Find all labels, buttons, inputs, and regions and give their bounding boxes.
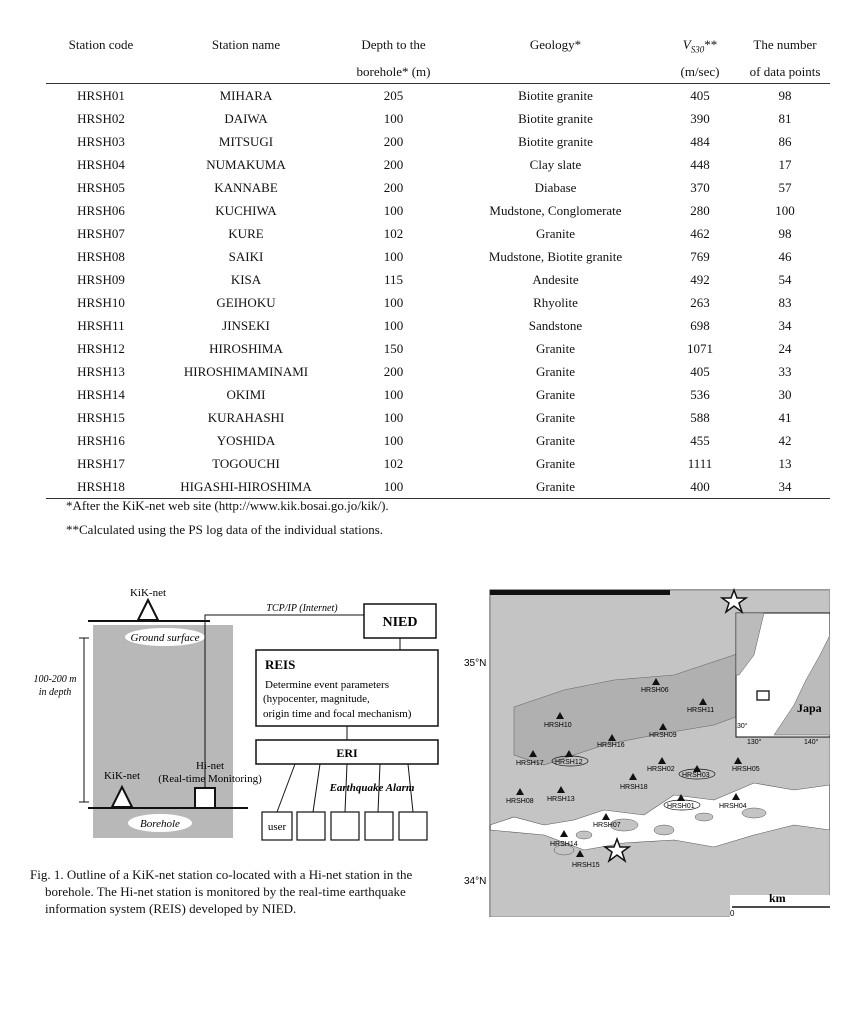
table-row xyxy=(46,337,830,360)
table-row xyxy=(46,429,830,452)
footnote-geology: *After the KiK-net web site (http://www.kik.bosai.go.jo/kik/). xyxy=(66,498,389,513)
cell-station-name: KURAHASHI xyxy=(207,409,285,425)
cell-data-count: 30 xyxy=(778,386,792,402)
figure-caption: Fig. 1. Outline of a KiK-net station co-located with a Hi-net station in the borehole. The Hi-net station is monitored by the real-time earthquake information system (REIS) developed by NIED. xyxy=(30,867,413,916)
cell-data-count: 83 xyxy=(778,294,792,310)
cell-data-count: 98 xyxy=(778,87,792,103)
svg-text:HRSH16: HRSH16 xyxy=(597,742,625,749)
cell-depth: 150 xyxy=(383,340,404,356)
cell-station-name: HIROSHIMA xyxy=(209,340,283,356)
cell-station-code: HRSH10 xyxy=(77,294,125,310)
recipient-box xyxy=(331,812,359,840)
table-header-row-1 xyxy=(46,34,830,61)
cell-vs30: 492 xyxy=(690,271,710,287)
depth-label-2: in depth xyxy=(38,687,72,698)
cell-data-count: 100 xyxy=(775,202,795,218)
footnote-vs30: **Calculated using the PS log data of the individual stations. xyxy=(66,522,384,537)
kiknet-bottom-label: KiK-net xyxy=(103,770,141,782)
table-row xyxy=(46,360,830,383)
cell-vs30: 370 xyxy=(690,179,710,195)
hinet-sensor-icon xyxy=(195,788,215,808)
table-row xyxy=(46,153,830,176)
nied-label: NIED xyxy=(382,615,418,630)
svg-text:HRSH18: HRSH18 xyxy=(620,784,648,791)
cell-depth: 100 xyxy=(383,317,404,333)
svg-text:HRSH14: HRSH14 xyxy=(550,841,578,848)
cell-vs30: 390 xyxy=(690,110,710,126)
svg-text:HRSH11: HRSH11 xyxy=(687,707,715,714)
cell-depth: 200 xyxy=(383,133,404,149)
cell-data-count: 41 xyxy=(778,409,792,425)
cell-vs30: 1071 xyxy=(687,340,713,356)
cell-geology: Granite xyxy=(536,340,575,356)
depth-label-1: 100-200 m xyxy=(33,674,77,685)
table-row xyxy=(46,107,830,130)
cell-depth: 200 xyxy=(383,363,404,379)
recipient-box xyxy=(399,812,427,840)
cell-vs30: 462 xyxy=(690,225,710,241)
cell-data-count: 33 xyxy=(778,363,792,379)
user-label: user xyxy=(267,821,287,833)
cell-station-name: KISA xyxy=(230,271,262,287)
frame-bar xyxy=(490,590,670,595)
cell-depth: 102 xyxy=(383,455,404,471)
cell-vs30: 484 xyxy=(690,133,710,149)
cell-data-count: 17 xyxy=(778,156,792,172)
cell-depth: 100 xyxy=(383,248,404,264)
table-row xyxy=(46,245,830,268)
cell-vs30: 405 xyxy=(690,87,710,103)
table-row xyxy=(46,222,830,245)
svg-text:HRSH10: HRSH10 xyxy=(544,722,572,729)
cell-data-count: 24 xyxy=(778,340,792,356)
cell-depth: 200 xyxy=(383,156,404,172)
tcpip-label: TCP/IP (Internet) xyxy=(266,603,338,614)
cell-geology: Granite xyxy=(536,225,575,241)
header-depth-unit: borehole* (m) xyxy=(356,63,431,79)
cell-geology: Mudstone, Biotite granite xyxy=(488,248,623,264)
cell-depth: 205 xyxy=(383,87,404,103)
cell-data-count: 13 xyxy=(778,455,792,471)
svg-text:HRSH12: HRSH12 xyxy=(555,759,583,766)
table-row xyxy=(46,452,830,475)
cell-geology: Granite xyxy=(536,386,575,402)
cell-station-code: HRSH12 xyxy=(77,340,125,356)
cell-station-code: HRSH16 xyxy=(77,432,125,448)
cell-station-code: HRSH09 xyxy=(77,271,125,287)
cell-station-code: HRSH06 xyxy=(77,202,125,218)
cell-depth: 102 xyxy=(383,225,404,241)
cell-station-name: KURE xyxy=(228,225,264,241)
cell-station-name: TOGOUCHI xyxy=(212,455,280,471)
cell-station-name: YOSHIDA xyxy=(216,432,276,448)
cell-geology: Sandstone xyxy=(528,317,583,333)
header-vs30-unit: (m/sec) xyxy=(680,63,720,79)
reis-title: REIS xyxy=(265,657,296,672)
inset-lat-30: 30° xyxy=(737,723,748,730)
reis-line-1: Determine event parameters xyxy=(265,679,389,691)
cell-vs30: 455 xyxy=(690,432,710,448)
table-row xyxy=(46,314,830,337)
kiknet-surface-icon xyxy=(138,600,158,620)
inset-japan-label: Japa xyxy=(797,701,822,715)
svg-text:HRSH15: HRSH15 xyxy=(572,862,600,869)
kiknet-top-label: KiK-net xyxy=(129,587,167,599)
cell-geology: Granite xyxy=(451,475,660,499)
cell-station-code: HRSH15 xyxy=(77,409,125,425)
header-station-name: Station name xyxy=(211,37,281,52)
cell-vs30: 588 xyxy=(690,409,710,425)
svg-text:HRSH08: HRSH08 xyxy=(506,798,534,805)
cell-geology: Granite xyxy=(536,363,575,379)
recipient-box xyxy=(365,812,393,840)
header-data-count: The number xyxy=(753,37,817,52)
eri-label: ERI xyxy=(336,746,358,760)
scale-label: km xyxy=(769,891,786,905)
cell-data-count: 98 xyxy=(778,225,792,241)
svg-text:HRSH07: HRSH07 xyxy=(593,822,621,829)
header-station-code: Station code xyxy=(68,37,134,52)
table-header-row-2 xyxy=(46,61,830,84)
station-table xyxy=(46,34,830,499)
cell-depth: 100 xyxy=(383,409,404,425)
cell-vs30: 280 xyxy=(690,202,710,218)
cell-station-code: HRSH04 xyxy=(77,156,125,172)
cell-geology: Rhyolite xyxy=(533,294,578,310)
header-vs30: $V_{S30}**$ xyxy=(682,37,718,55)
cell-data-count: 81 xyxy=(778,110,792,126)
svg-text:HRSH04: HRSH04 xyxy=(719,803,747,810)
cell-depth: 100 xyxy=(383,202,404,218)
svg-text:HRSH06: HRSH06 xyxy=(641,687,669,694)
cell-geology: Biotite granite xyxy=(518,133,593,149)
latitude-35: 35°N xyxy=(464,658,487,669)
cell-data-count: 46 xyxy=(778,248,792,264)
cell-data-count: 54 xyxy=(778,271,792,287)
cell-geology: Biotite granite xyxy=(518,110,593,126)
cell-geology: Granite xyxy=(536,409,575,425)
cell-vs30: 405 xyxy=(690,363,710,379)
svg-text:HRSH03: HRSH03 xyxy=(682,772,710,779)
hinet-label-1: Hi-net xyxy=(195,760,225,772)
cell-geology: Granite xyxy=(536,455,575,471)
cell-vs30: 263 xyxy=(690,294,710,310)
cell-station-name: HIROSHIMAMINAMI xyxy=(183,363,309,379)
table-row xyxy=(46,83,830,107)
cell-station-code: HRSH13 xyxy=(77,363,125,379)
table-row xyxy=(46,406,830,429)
table-row xyxy=(46,383,830,406)
cell-vs30: 448 xyxy=(690,156,710,172)
cell-geology: Mudstone, Conglomerate xyxy=(489,202,622,218)
recipient-box xyxy=(297,812,325,840)
table-row xyxy=(46,130,830,153)
cell-geology: Granite xyxy=(536,432,575,448)
tcpip-link xyxy=(205,615,364,621)
inset-lon-130: 130° xyxy=(747,739,762,746)
cell-station-code: HRSH14 xyxy=(77,386,125,402)
cell-data-count: 42 xyxy=(778,432,792,448)
svg-text:HRSH01: HRSH01 xyxy=(667,803,695,810)
station-diagram xyxy=(0,580,460,850)
cell-station-code: HRSH18 xyxy=(46,475,156,499)
cell-geology: Diabase xyxy=(534,179,577,195)
scale-zero: 0 xyxy=(730,909,735,917)
cell-depth: 100 xyxy=(336,475,451,499)
latitude-34: 34°N xyxy=(464,876,487,887)
cell-geology: Biotite granite xyxy=(518,87,593,103)
cell-station-code: HRSH01 xyxy=(77,87,125,103)
cell-station-name: HIGASHI-HIROSHIMA xyxy=(156,475,336,499)
reis-line-3: origin time and focal mechanism) xyxy=(263,708,412,720)
cell-vs30: 400 xyxy=(660,475,740,499)
earthquake-alarm-label: Earthquake Alarm xyxy=(329,782,415,794)
cell-station-name: SAIKI xyxy=(228,248,264,264)
cell-station-name: KANNABE xyxy=(214,179,278,195)
ground-surface-label: Ground surface xyxy=(130,632,200,644)
cell-station-name: NUMAKUMA xyxy=(206,156,286,172)
cell-station-code: HRSH08 xyxy=(77,248,125,264)
cell-data-count: 57 xyxy=(778,179,792,195)
cell-depth: 200 xyxy=(383,179,404,195)
table-row xyxy=(46,475,830,499)
table-row xyxy=(46,291,830,314)
cell-geology: Andesite xyxy=(532,271,579,287)
table-body xyxy=(46,83,830,498)
cell-geology: Clay slate xyxy=(529,156,582,172)
cell-vs30: 769 xyxy=(690,248,710,264)
cell-vs30: 1111 xyxy=(687,455,713,471)
table-row xyxy=(46,176,830,199)
cell-depth: 100 xyxy=(383,110,404,126)
cell-station-code: HRSH03 xyxy=(77,133,125,149)
cell-station-name: OKIMI xyxy=(226,386,266,402)
cell-data-count: 34 xyxy=(778,317,792,333)
table-row xyxy=(46,268,830,291)
cell-depth: 100 xyxy=(383,294,404,310)
svg-text:HRSH02: HRSH02 xyxy=(647,766,675,773)
cell-station-name: GEIHOKU xyxy=(216,294,276,310)
cell-vs30: 536 xyxy=(690,386,710,402)
header-data-count-2: of data points xyxy=(749,63,821,79)
station-map xyxy=(454,585,830,917)
cell-station-name: MIHARA xyxy=(219,87,273,103)
cell-station-code: HRSH05 xyxy=(77,179,125,195)
hinet-label-2: (Real-time Monitoring) xyxy=(158,773,262,785)
cell-station-name: DAIWA xyxy=(224,110,268,126)
cell-depth: 100 xyxy=(383,386,404,402)
reis-line-2: (hypocenter, magnitude, xyxy=(263,693,370,705)
cell-station-name: KUCHIWA xyxy=(215,202,277,218)
header-depth: Depth to the xyxy=(361,37,426,52)
borehole-label: Borehole xyxy=(140,818,180,830)
cell-station-code: HRSH17 xyxy=(77,455,125,471)
cell-station-code: HRSH07 xyxy=(77,225,125,241)
cell-station-code: HRSH02 xyxy=(77,110,125,126)
svg-text:HRSH13: HRSH13 xyxy=(547,796,575,803)
table-row xyxy=(46,199,830,222)
cell-station-name: JINSEKI xyxy=(222,317,270,333)
cell-data-count: 34 xyxy=(740,475,830,499)
svg-text:HRSH17: HRSH17 xyxy=(516,760,544,767)
inset-lon-140: 140° xyxy=(804,739,819,746)
cell-depth: 115 xyxy=(383,271,404,287)
cell-data-count: 86 xyxy=(778,133,792,149)
svg-text:HRSH05: HRSH05 xyxy=(732,766,760,773)
cell-depth: 100 xyxy=(383,432,404,448)
cell-vs30: 698 xyxy=(690,317,710,333)
cell-station-code: HRSH11 xyxy=(77,317,125,333)
svg-text:HRSH09: HRSH09 xyxy=(649,732,677,739)
cell-station-name: MITSUGI xyxy=(218,133,274,149)
header-geology: Geology* xyxy=(529,37,582,52)
